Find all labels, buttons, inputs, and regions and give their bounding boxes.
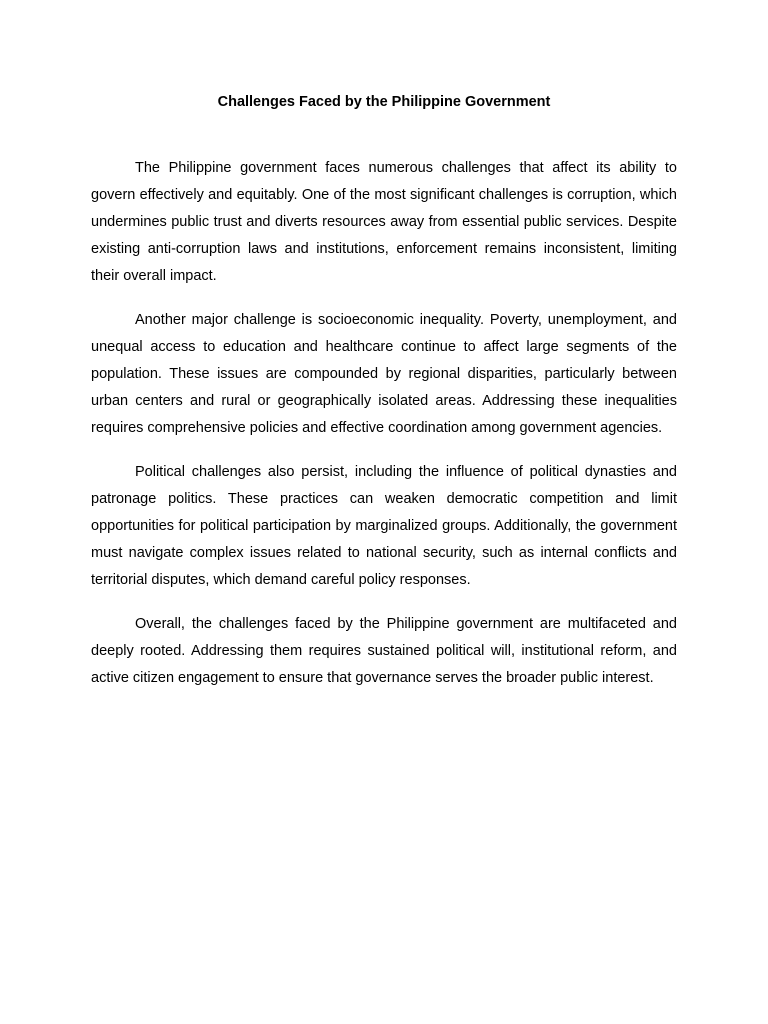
paragraph-4: Overall, the challenges faced by the Philippine government are multifaceted and deeply rooted. Addressing them requires sustained political will, institutional reform, and active citizen engagement to ensure that governance serves the broader public interest.	[91, 616, 677, 686]
paragraph-2: Another major challenge is socioeconomic inequality. Poverty, unemployment, and unequal access to education and healthcare continue to affect large segments of the population. These issues are compounded by regional disparities, particularly between urban centers and rural or geographically isolated areas. Addressing these inequalities requires comprehensive policies and effective coordination among government agencies.	[91, 312, 677, 436]
paragraph-3: Political challenges also persist, including the influence of political dynasties and patronage politics. These practices can weaken democratic competition and limit opportunities for political participation by marginalized groups. Additionally, the government must navigate complex issues related to national security, such as internal conflicts and territorial disputes, which demand careful policy responses.	[91, 464, 677, 588]
document-title: Challenges Faced by the Philippine Government	[217, 94, 551, 110]
document-body	[91, 155, 677, 709]
paragraph-1: The Philippine government faces numerous challenges that affect its ability to govern effectively and equitably. One of the most significant challenges is corruption, which undermines public trust and diverts resources away from essential public services. Despite existing anti-corruption laws and institutions, enforcement remains inconsistent, limiting their overall impact.	[91, 160, 677, 284]
